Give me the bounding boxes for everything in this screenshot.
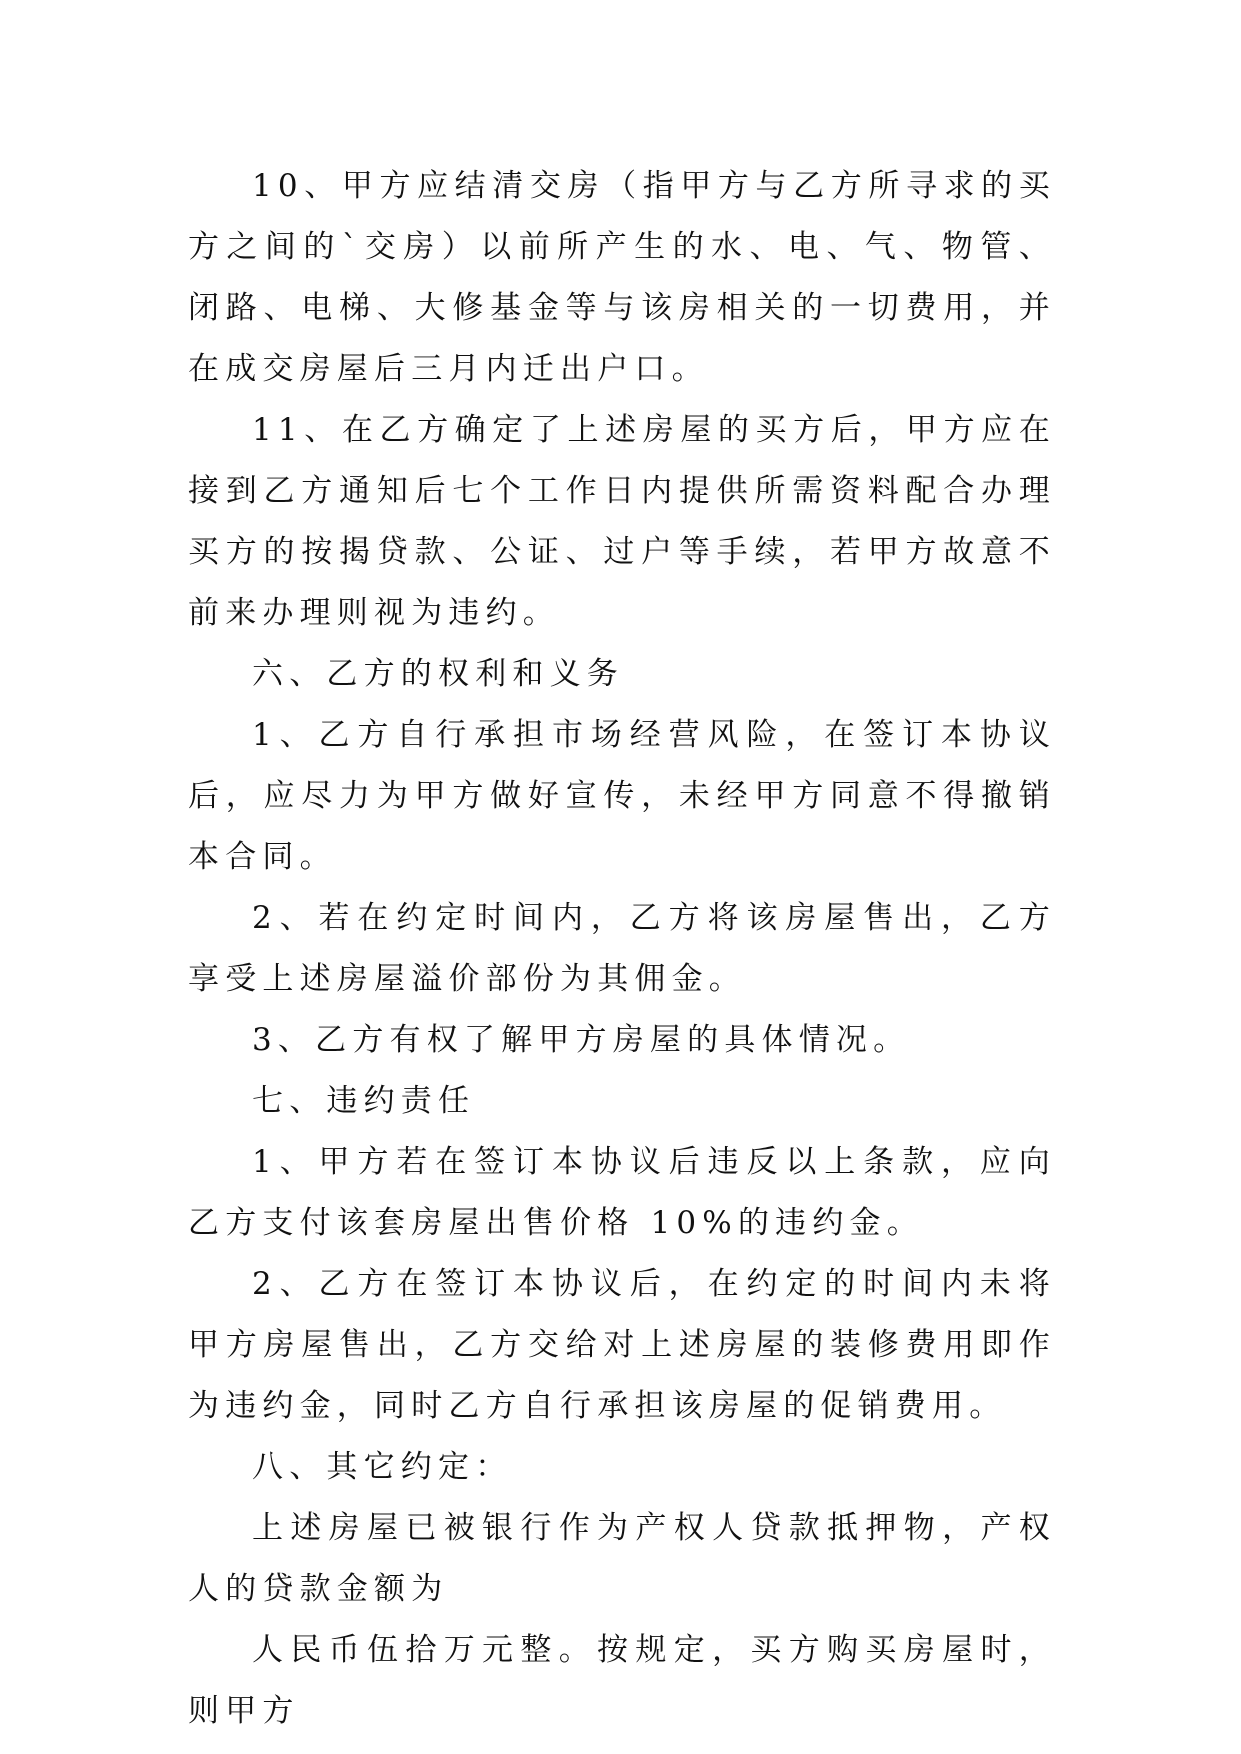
document-body [188,156,1056,1742]
section-6-item-1-paragraph: 1、乙方自行承担市场经营风险，在签订本协议后，应尽力为甲方做好宣传，未经甲方同意不得撤销本合同。 [188,717,1056,875]
section-8-mortgage-paragraph: 上述房屋已被银行作为产权人贷款抵押物，产权人的贷款金额为 [188,1510,1056,1607]
section-6-item-3-paragraph: 3、乙方有权了解甲方房屋的具体情况。 [252,1022,911,1058]
section-7-item-1-paragraph: 1、甲方若在签订本协议后违反以上条款，应向乙方支付该套房屋出售价格 10%的违约金。 [188,1144,1056,1241]
clause-10-paragraph: 10、甲方应结清交房（指甲方与乙方所寻求的买方之间的`交房）以前所产生的水、电、气、物管、闭路、电梯、大修基金等与该房相关的一切费用，并在成交房屋后三月内迁出户口。 [188,168,1056,387]
clause-11-paragraph: 11、在乙方确定了上述房屋的买方后，甲方应在接到乙方通知后七个工作日内提供所需资料配合办理买方的按揭贷款、公证、过户等手续，若甲方故意不前来办理则视为违约。 [188,412,1056,631]
section-7-heading: 七、违约责任 [252,1083,476,1119]
section-8-heading: 八、其它约定： [252,1449,513,1485]
section-7-item-2-paragraph: 2、乙方在签订本协议后，在约定的时间内未将甲方房屋售出，乙方交给对上述房屋的装修费用即作为违约金，同时乙方自行承担该房屋的促销费用。 [188,1266,1056,1424]
section-8-amount-paragraph: 人民币伍拾万元整。按规定，买方购买房屋时，则甲方 [188,1632,1056,1729]
section-6-heading: 六、乙方的权利和义务 [252,656,624,692]
section-6-item-2-paragraph: 2、若在约定时间内，乙方将该房屋售出，乙方享受上述房屋溢价部份为其佣金。 [188,900,1056,997]
